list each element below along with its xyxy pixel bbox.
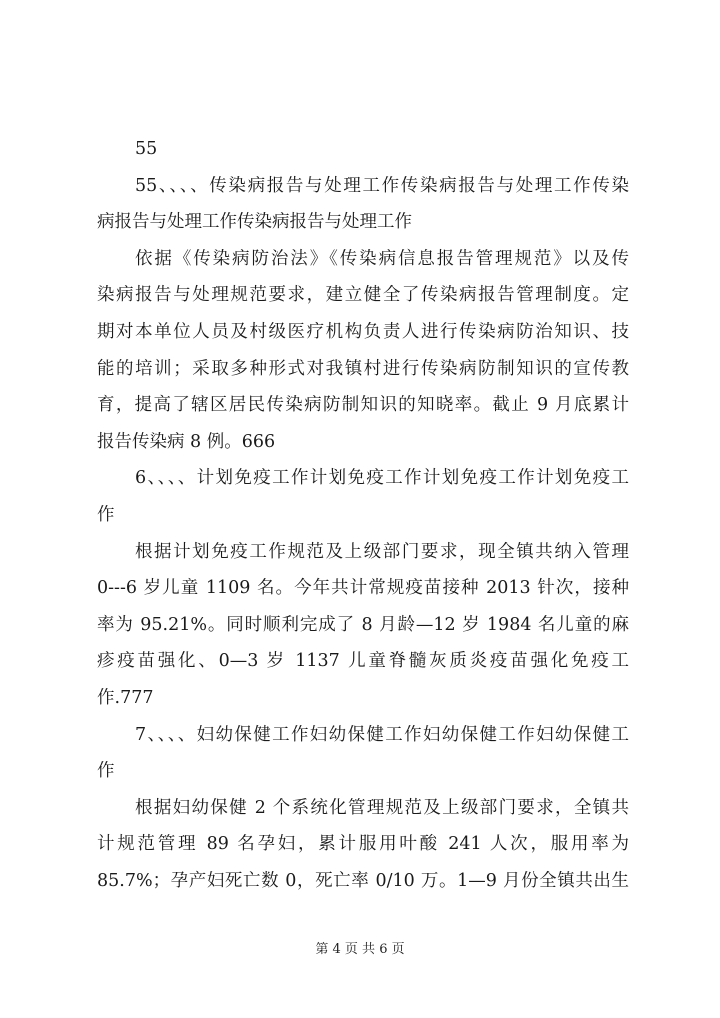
text-line: 能的培训；采取多种形式对我镇村进行传染病防制知识的宣传教 bbox=[97, 358, 629, 379]
text-line: 根据妇幼保健 2 个系统化管理规范及上级部门要求，全镇共 bbox=[135, 797, 629, 818]
document-body bbox=[97, 131, 629, 899]
text-line: 根据计划免疫工作规范及上级部门要求，现全镇共纳入管理 bbox=[135, 541, 629, 562]
text-line: 染病报告与处理规范要求，建立健全了传染病报告管理制度。定 bbox=[97, 285, 629, 306]
text-line: 7、、、、妇幼保健工作妇幼保健工作妇幼保健工作妇幼保健工 bbox=[135, 724, 629, 745]
text-line: 率为 95.21%。同时顺利完成了 8 月龄—12 岁 1984 名儿童的麻 bbox=[97, 614, 629, 635]
text-line: 6、、、、计划免疫工作计划免疫工作计划免疫工作计划免疫工 bbox=[135, 468, 629, 489]
text-line: 期对本单位人员及村级医疗机构负责人进行传染病防治知识、技 bbox=[97, 321, 629, 342]
text-line: 作 bbox=[97, 504, 115, 525]
text-line: 依据《传染病防治法》《传染病信息报告管理规范》以及传 bbox=[135, 248, 629, 269]
text-line: 0---6 岁儿童 1109 名。今年共计常规疫苗接种 2013 针次，接种 bbox=[97, 578, 629, 599]
text-line: 85.7%；孕产妇死亡数 0，死亡率 0/10 万。1—9 月份全镇共出生 bbox=[97, 870, 629, 891]
text-line: 作 bbox=[97, 761, 115, 782]
text-line: 病报告与处理工作传染病报告与处理工作 bbox=[97, 212, 412, 233]
text-line: 作.777 bbox=[97, 687, 154, 708]
page-footer: 第 4 页 共 6 页 bbox=[315, 942, 405, 957]
text-line: 计规范管理 89 名孕妇，累计服用叶酸 241 人次，服用率为 bbox=[97, 834, 629, 855]
text-line: 55 bbox=[135, 139, 158, 159]
text-line: 报告传染病 8 例。666 bbox=[97, 431, 276, 452]
text-line: 育，提高了辖区居民传染病防制知识的知晓率。截止 9 月底累计 bbox=[97, 395, 629, 416]
text-line: 疹疫苗强化、0—3 岁 1137 儿童脊髓灰质炎疫苗强化免疫工 bbox=[97, 651, 629, 672]
text-line: 55、、、、传染病报告与处理工作传染病报告与处理工作传染 bbox=[135, 175, 629, 196]
